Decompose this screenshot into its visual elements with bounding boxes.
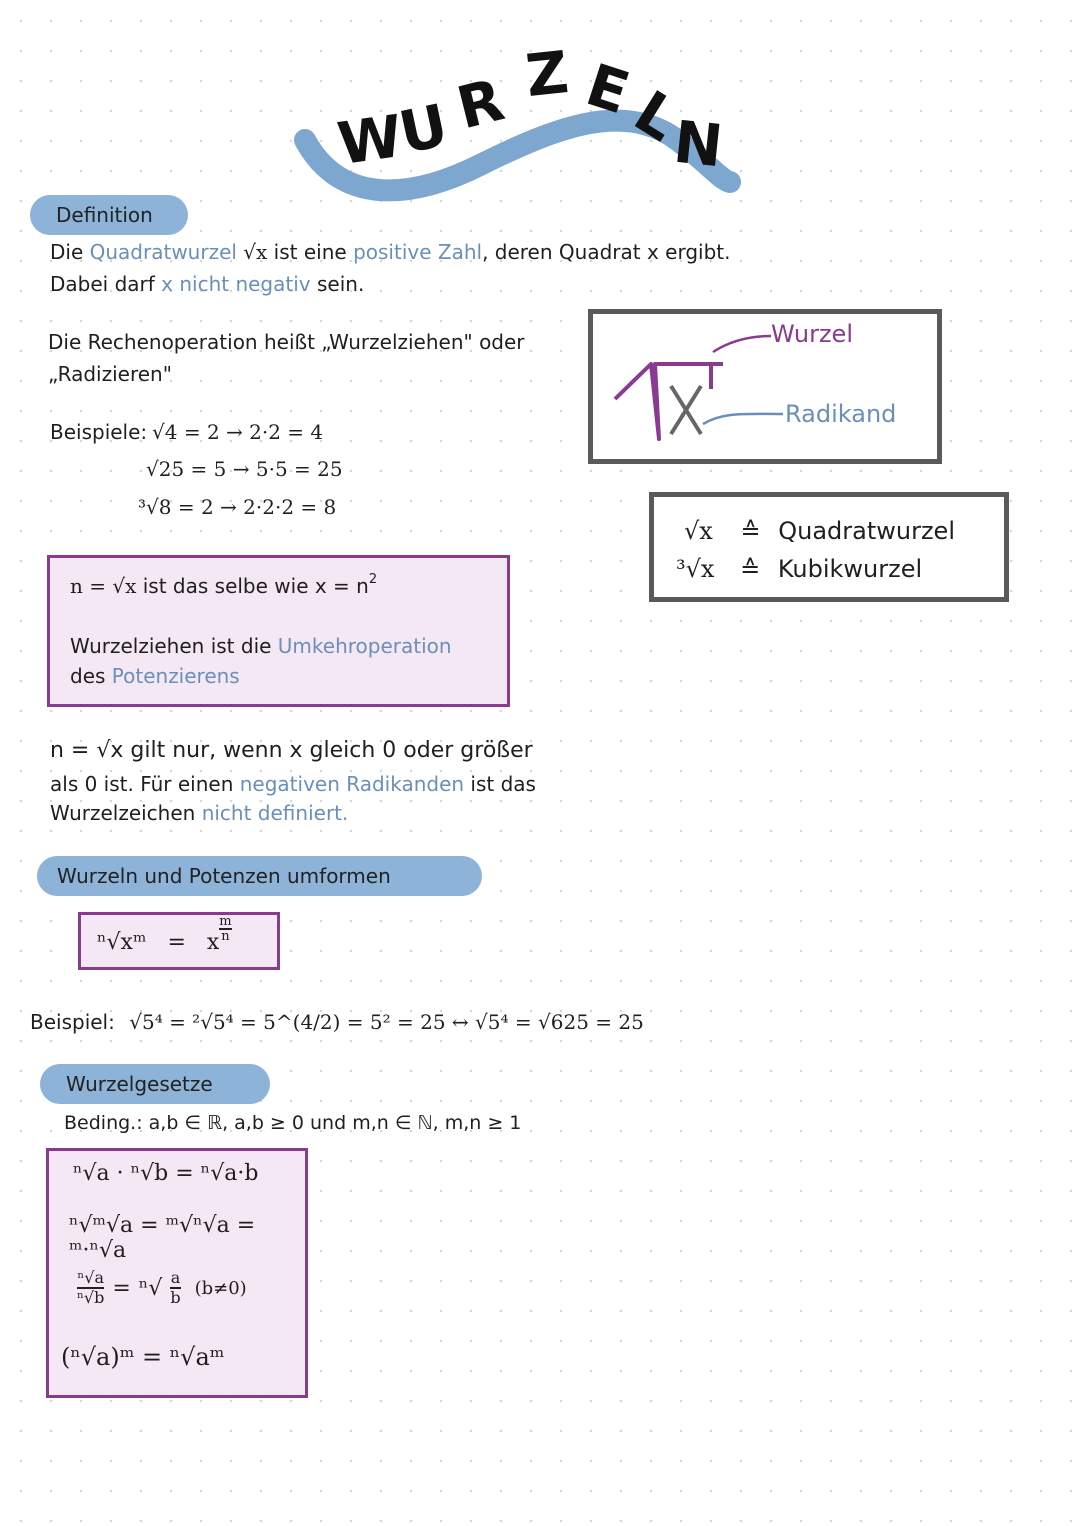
highlight: nicht definiert. [201,801,349,825]
condition-line-1: n = √x gilt nur, wenn x gleich 0 oder größer [50,738,533,763]
math: ≙ [740,517,761,545]
operation-line-2: „Radizieren" [48,362,172,386]
text: Beispiel: [30,1010,115,1034]
root-diagram-box [588,309,942,464]
law-quotient-lhs [77,1269,104,1307]
law-quotient-rhs [170,1269,180,1307]
laws-heading [40,1064,270,1104]
text: ist eine [267,240,354,264]
title-letter: N [670,107,726,181]
example-row: √25 = 5 → 5·5 = 25 [146,457,343,481]
text: sein. [310,272,365,296]
text: als 0 ist. Für einen [50,772,240,796]
math: m [219,914,232,929]
laws-condition: Beding.: a,b ∈ ℝ, a,b ≥ 0 und m,n ∈ ℕ, m,n ≥ 1 [64,1112,522,1134]
laws-box [46,1148,308,1398]
transform-example [30,1010,644,1034]
transform-formula [97,914,232,957]
examples-label: Beispiele: [50,420,148,444]
title-letter: R [450,65,511,143]
highlight: Umkehroperation [277,634,452,658]
definition-line-2 [50,272,364,296]
highlight: negativen Radikanden [239,772,465,796]
math: ⁿ√xᵐ [97,930,147,955]
inverse-box [47,555,510,707]
text: Wurzelzeichen [50,801,202,825]
inverse-line-1 [70,574,377,598]
wurzel-label: Wurzel [771,320,853,348]
inverse-line-2 [70,634,452,658]
transform-heading-label: Wurzeln und Potenzen umformen [57,864,391,888]
text: ist das [464,772,536,796]
text: , deren Quadrat x ergibt. [482,240,731,264]
math: √5⁴ = ²√5⁴ = 5^(4/2) = 5² = 25 ↔ √5⁴ = √625 = 25 [129,1010,644,1034]
notation-row [676,555,922,583]
formula-exponent [219,915,231,943]
law-quotient [77,1269,247,1307]
math: b [170,1288,181,1307]
text: Dabei darf [50,272,162,296]
operation-line-1: Die Rechenoperation heißt „Wurzelziehen" oder [48,330,525,354]
radikand-label: Radikand [785,400,897,428]
highlight: Quadratwurzel [89,240,237,264]
text: Die [50,240,90,264]
title-letter: L [622,77,691,155]
math: √x [684,517,713,545]
math: a [170,1268,181,1287]
highlight: positive Zahl [353,240,483,264]
math: x [206,930,220,955]
text: ist das selbe wie x = n [136,574,369,598]
title-letter: Z [522,37,572,111]
math: = [167,930,186,955]
example-row: ³√8 = 2 → 2·2·2 = 8 [138,495,337,519]
highlight: x nicht negativ [161,272,311,296]
notation-box [649,492,1009,602]
text: Wurzelziehen ist die [70,634,278,658]
example-row: √4 = 2 → 2·2 = 4 [152,420,324,444]
law-power: (ⁿ√a)ᵐ = ⁿ√aᵐ [61,1343,225,1371]
highlight: Potenzierens [111,664,240,688]
law-nested: ⁿ√ᵐ√a = ᵐ√ⁿ√a = ᵐ·ⁿ√a [69,1213,256,1263]
math: 2 [368,572,378,587]
root-diagram-icon [593,314,937,459]
law-product: ⁿ√a · ⁿ√b = ⁿ√a·b [73,1161,259,1186]
title-letter: U [393,90,454,168]
text: Quadratwurzel [778,517,955,545]
math: n = √x [70,574,137,598]
title-letter: W [333,101,407,179]
laws-heading-label: Wurzelgesetze [66,1072,213,1096]
title-letter: E [578,50,638,128]
math: √x [243,240,268,264]
math: ³√x [676,555,715,583]
text: des [70,664,112,688]
inverse-line-3 [70,664,240,688]
math: ⁿ√b [77,1288,105,1307]
definition-heading-label: Definition [56,203,153,227]
math: (b≠0) [194,1277,247,1299]
transform-formula-box [78,912,280,970]
math: ≙ [740,555,761,583]
math: ⁿ√ [138,1275,163,1301]
math: n [221,929,230,944]
notation-row [684,517,955,545]
text: Kubikwurzel [777,555,923,583]
definition-heading [30,195,188,235]
math: = [112,1275,131,1301]
transform-heading [37,856,482,896]
definition-line-1 [50,240,730,264]
condition-line-2 [50,772,536,796]
math: ⁿ√a [77,1268,104,1287]
condition-line-3 [50,801,348,825]
